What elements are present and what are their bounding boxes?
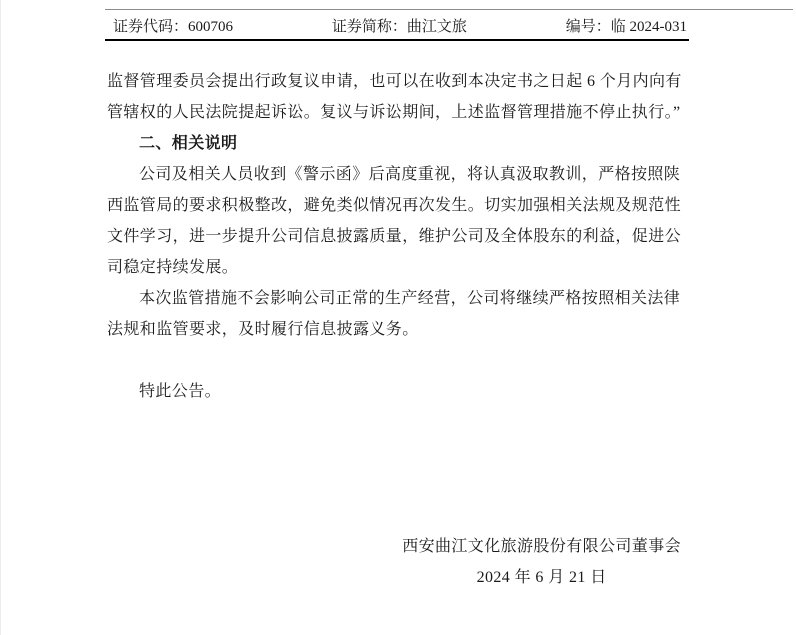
header-top-rule (105, 9, 793, 10)
body-text (107, 66, 691, 593)
paragraph1-line-3: 文件学习，进一步提升公司信息披露质量，维护公司及全体股东的利益，促进公 (107, 228, 682, 245)
signature-gap (107, 407, 691, 531)
paragraph2-line-1: 本次监管措施不会影响公司正常的生产经营，公司将继续严格按照相关法律 (139, 290, 681, 307)
section-heading: 二、相关说明 (139, 135, 238, 152)
paragraph1-line-2: 西监管局的要求积极整改，避免类似情况再次发生。切实加强相关法规及规范性 (107, 197, 682, 214)
announcement-date: 2024 年 6 月 21 日 (476, 569, 607, 586)
doc-number-label: 编号：临 2024-031 (565, 18, 687, 35)
paragraph1-line-4: 司稳定持续发展。 (107, 259, 239, 276)
stock-name-label: 证券简称：曲江文旅 (331, 18, 467, 35)
continuation-line-2: 管辖权的人民法院提起诉讼。复议与诉讼期间，上述监督管理措施不停止执行。” (107, 104, 681, 121)
blank-line (107, 345, 691, 376)
stock-code-label: 证券代码：600706 (113, 18, 234, 35)
header-bottom-rule (105, 39, 689, 41)
company-name: 西安曲江文化旅游股份有限公司董事会 (402, 538, 681, 555)
paragraph2-line-2: 法规和监管要求，及时履行信息披露义务。 (107, 321, 419, 338)
signature-block (402, 531, 681, 593)
paragraph1-line-1: 公司及相关人员收到《警示函》后高度重视，将认真汲取教训，严格按照陕 (139, 166, 681, 183)
document-header (105, 13, 687, 37)
closing-line: 特此公告。 (139, 383, 222, 400)
continuation-line-1: 监督管理委员会提出行政复议申请，也可以在收到本决定书之日起 6 个月内向有 (107, 73, 682, 90)
